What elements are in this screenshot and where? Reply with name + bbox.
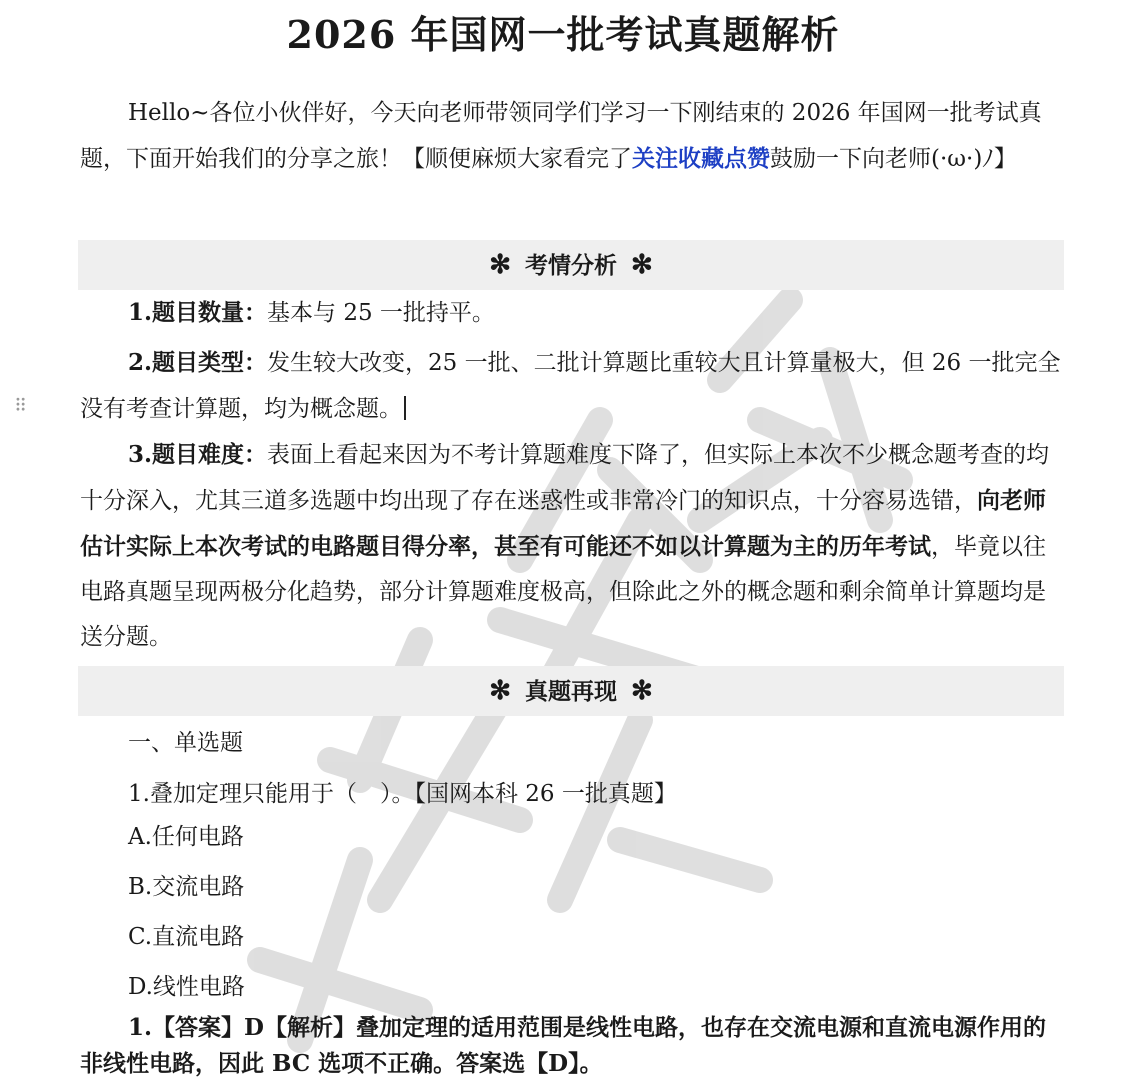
item-text: 基本与 25 一批持平。 (267, 300, 495, 326)
subsection-single-choice: 一、单选题 (128, 730, 243, 756)
follow-favorite-like-highlight: 关注收藏点赞 (632, 145, 770, 172)
intro-text-end: 鼓励一下向老师(·ω·)ﾉ】 (770, 146, 1017, 172)
item-text-end: ，毕竟以往电路真题呈现两极分化趋势，部分计算题难度极高，但除此之外的概念题和剩余简单计算题均是送分题。 (80, 534, 1046, 650)
page-title: 2026 年国网一批考试真题解析 (286, 12, 840, 57)
asterisk-icon: ✻ (631, 250, 653, 280)
answer-explanation: 1.【答案】D【解析】叠加定理的适用范围是线性电路，也存在交流电源和直流电源作用的非线性电路，因此 BC 选项不正确。答案选【D】。 (80, 1014, 1046, 1077)
item-text: 发生较大改变，25 一批、二批计算题比重较大且计算量极大，但 26 一批完全没有考查计算题，均为概念题。 (80, 350, 1061, 422)
option-b: B.交流电路 (128, 874, 245, 900)
asterisk-icon: ✻ (489, 250, 511, 280)
item-label: 3.题目难度： (128, 441, 268, 468)
section-header-exam-analysis (78, 240, 1064, 290)
option-a: A.任何电路 (128, 824, 244, 850)
section-title: 考情分析 (525, 252, 617, 279)
item-bold-text: 向老师估计实际上本次考试的电路题目得分率，甚至有可能还不如以计算题为主的历年考试 (80, 487, 1046, 560)
text-cursor (404, 396, 406, 420)
option-c: C.直流电路 (128, 924, 245, 950)
analysis-item-type (80, 340, 1065, 432)
item-label: 1.题目数量： (128, 299, 268, 326)
asterisk-icon: ✻ (489, 676, 511, 706)
drag-handle-icon[interactable]: ⠿ (14, 396, 26, 417)
intro-paragraph (80, 90, 1065, 182)
asterisk-icon: ✻ (631, 676, 653, 706)
analysis-item-quantity (80, 290, 1065, 336)
item-label: 2.题目类型： (128, 349, 268, 376)
item-text: 表面上看起来因为不考计算题难度下降了，但实际上本次不少概念题考查的均十分深入，尤其三道多选题中均出现了存在迷惑性或非常冷门的知识点，十分容易选错， (80, 442, 1050, 514)
question-1: 1.叠加定理只能用于（ ）。【国网本科 26 一批真题】 (128, 781, 677, 807)
option-d: D.线性电路 (128, 974, 245, 1000)
section-header-past-questions (78, 666, 1064, 716)
analysis-item-difficulty (80, 432, 1065, 660)
section-title: 真题再现 (525, 678, 617, 705)
intro-text: Hello~各位小伙伴好，今天向老师带领同学们学习一下刚结束的 2026 年国网一批考试真题，下面开始我们的分享之旅！【顺便麻烦大家看完了 (80, 100, 1042, 172)
